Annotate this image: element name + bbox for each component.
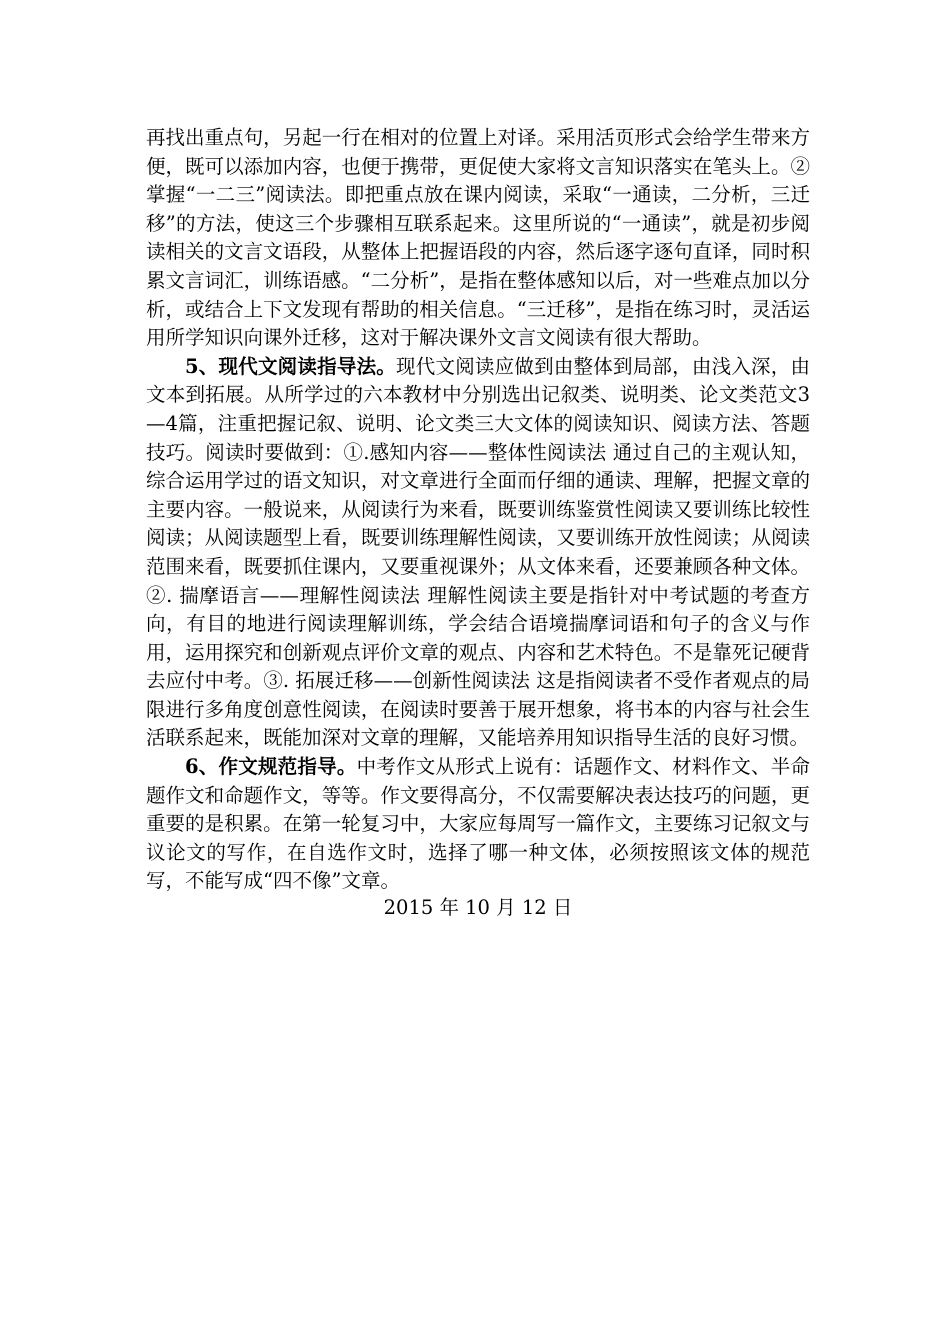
document-date: 2015 年 10 月 12 日 [383,896,573,919]
paragraph-text: 现代文阅读应做到由整体到局部，由浅入深，由文本到拓展。从所学过的六本教材中分别选出记叙类、说明类、论文类范文3—4篇，注重把握记叙、说明、论文类三大文体的阅读知识、阅读方法、答题技巧。阅读时要做到：①.感知内容——整体性阅读法 通过自己的主观认知，综合运用学过的语文知识，对文章进行全面而仔细的通读、理解，把握文章的主要内容。一般说来，从阅读行为来看，既要训练鉴赏性阅读又要训练比较性阅读；从阅读题型上看，既要训练理解性阅读，又要训练开放性阅读；从阅读范围来看，既要抓住课内，又要重视课外；从文体来看，还要兼顾各种文体。 ②. 揣摩语言——理解性阅读法 理解性阅读主要是指针对中考试题的考查方向，有目的地进行阅读理解训练，学会结合语境揣摩词语和句子的含义与作用，运用探究和创新观点评价文章的观点、内容和艺术特色。不是靠死记硬背去应付中考。③. 拓展迁移——创新性阅读法 这是指阅读者不受作者观点的局限进行多角度创意性阅读，在阅读时要善于展开想象，将书本的内容与社会生活联系起来，既能加深对文章的理解，又能培养用知识指导生活的良好习惯。 [146,354,810,750]
section-heading-composition: 6、作文规范指导。 [185,755,357,779]
paragraph-composition [146,753,810,896]
paragraph-text: 再找出重点句，另起一行在相对的位置上对译。采用活页形式会给学生带来方便，既可以添加内容，也便于携带，更促使大家将文言知识落实在笔头上。②掌握“一二三”阅读法。即把重点放在课内阅读，采取“一通读，二分析，三迁移”的方法，使这三个步骤相互联系起来。这里所说的“一通读”，就是初步阅读相关的文言文语段，从整体上把握语段的内容，然后逐字逐句直译，同时积累文言词汇，训练语感。“二分析”，是指在整体感知以后，对一些难点加以分析，或结合上下文发现有帮助的相关信息。“三迁移”，是指在练习时，灵活运用所学知识向课外迁移，这对于解决课外文言文阅读有很大帮助。 [146,126,810,350]
document-body [146,124,810,896]
paragraph-classical-reading [146,124,810,353]
paragraph-text: 中考作文从形式上说有：话题作文、材料作文、半命题作文和命题作文，等等。作文要得高分，不仅需要解决表达技巧的问题，更重要的是积累。在第一轮复习中，大家应每周写一篇作文，主要练习记叙文与议论文的写作，在自选作文时，选择了哪一种文体，必须按照该文体的规范写，不能写成“四不像”文章。 [146,755,810,893]
section-heading-modern-reading: 5、现代文阅读指导法。 [185,354,397,378]
paragraph-modern-reading [146,353,810,753]
